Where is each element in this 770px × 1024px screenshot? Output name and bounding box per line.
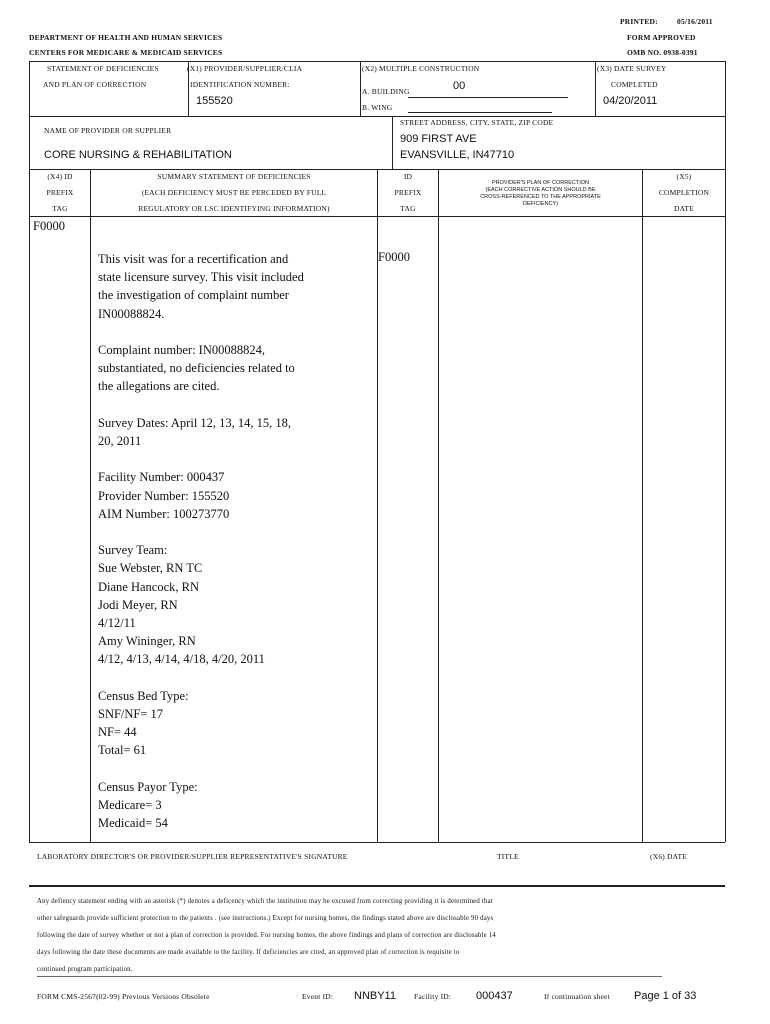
printed-date: 05/16/2011 <box>677 17 713 26</box>
plan-header <box>439 180 642 208</box>
building-label: A. BUILDING <box>362 87 410 96</box>
paragraph-census-bed: Census Bed Type: SNF/NF= 17 NF= 44 Total= 61 <box>98 688 189 758</box>
x4-header-1: (X4) ID <box>47 172 73 181</box>
paragraph-census-payor: Census Payor Type: Medicare= 3 Medicaid= 54 <box>98 779 198 831</box>
survey-date-value: 04/20/2011 <box>603 95 658 107</box>
footnote-rule <box>37 976 662 977</box>
facility-id-label: Facility ID: <box>414 992 452 1001</box>
summary-header-3: REGULATORY OR LSC IDENTIFYING INFORMATION) <box>138 204 330 213</box>
plan-header-2: (EACH CORRECTIVE ACTION SHOULD BE <box>485 187 596 193</box>
x1-label: (X1) PROVIDER/SUPPLIER/CLIA <box>187 64 303 73</box>
x2-label: (X2) MULTIPLE CONSTRUCTION <box>362 64 480 73</box>
paragraph-complaint: Complaint number: IN00088824, substantiated, no deficiencies related to the allegations are cited. <box>98 343 295 394</box>
paragraph-facility-numbers: Facility Number: 000437 Provider Number: 155520 AIM Number: 100273770 <box>98 470 230 521</box>
footnote-line-3: following the date of survey whether or not a plan of correction is provided. For nursing homes, the above findings and plans of correction are disclosable 14 <box>37 932 496 939</box>
facility-id-value: 000437 <box>476 990 513 1002</box>
plan-header-3: CROSS-REFERENCED TO THE APPROPRIATE <box>480 194 601 200</box>
divider-provider <box>392 116 393 169</box>
printed-label: PRINTED: <box>620 17 658 26</box>
id-header-3: TAG <box>400 204 416 213</box>
provider-id-value: 155520 <box>196 95 233 107</box>
form-number: FORM CMS-2567(02-99) Previous Versions Obsolete <box>37 992 210 1001</box>
address-line-1: 909 FIRST AVE <box>400 133 477 145</box>
wing-label: B. WING <box>362 103 393 112</box>
grid-top-line <box>29 61 725 62</box>
footnote-line-2: other safeguards provide sufficient protection to the patients . (see instructions.) Except for nursing homes, the findings stated above are disclosable 90 days <box>37 915 494 922</box>
x3-label: (X3) DATE SURVEY <box>597 64 667 73</box>
footnote <box>37 893 717 978</box>
title-label: TITLE <box>497 852 519 861</box>
summary-header-1: SUMMARY STATEMENT OF DEFICIENCIES <box>157 172 311 181</box>
right-tag: F0000 <box>378 250 410 264</box>
x4-header-2: PREFIX <box>46 188 74 197</box>
x5-header-1: (X5) <box>676 172 692 181</box>
divider-x2 <box>360 61 361 116</box>
wing-underline <box>408 112 552 113</box>
divider-x3 <box>595 61 596 116</box>
address-label: STREET ADDRESS, CITY, STATE, ZIP CODE <box>400 118 554 127</box>
footnote-line-5: continued program participation. <box>37 966 133 973</box>
continuation-label: If continuation sheet <box>544 992 610 1001</box>
signature-bottom-line <box>29 885 725 887</box>
footnote-line-4: days following the date these documents are made available to the facility. If deficiencies are cited, an approved plan of correction is requisite to <box>37 949 460 956</box>
x3-label-2: COMPLETED <box>611 80 658 89</box>
divider-col-3 <box>438 169 439 842</box>
event-id-value: NNBY11 <box>354 990 396 1002</box>
plan-header-1: PROVIDER'S PLAN OF CORRECTION <box>491 180 589 186</box>
divider-col-1 <box>90 169 91 842</box>
building-underline <box>408 97 568 98</box>
page-number: Page 1 of 33 <box>634 990 697 1002</box>
deficiency-statement <box>98 250 373 851</box>
provider-name-label: NAME OF PROVIDER OR SUPPLIER <box>44 126 172 135</box>
footnote-line-1: Any defiency statement ending with an asterisk (*) denotes a deficency which the institution may be excused from correcting providing it is determined that <box>37 898 493 905</box>
event-id-label: Event ID: <box>302 992 334 1001</box>
address-line-2: EVANSVILLE, IN47710 <box>400 149 515 161</box>
summary-header-2: (EACH DEFICIENCY MUST BE PERCEDED BY FULL <box>141 188 327 197</box>
grid-line-2 <box>29 116 725 117</box>
omb-number: OMB NO. 0938-0391 <box>627 48 698 57</box>
statement-label-1: STATEMENT OF DEFICIENCIES <box>47 64 159 73</box>
x5-header-3: DATE <box>674 204 694 213</box>
paragraph-survey-team: Survey Team: Sue Webster, RN TC Diane Hancock, RN Jodi Meyer, RN 4/12/11 Amy Wininger, RN 4/12, 4/13, 4/14, 4/18, 4/20, 2011 <box>98 543 265 667</box>
x5-header-2: COMPLETION <box>658 188 710 197</box>
divider-col-2 <box>377 169 378 842</box>
paragraph-survey-dates: Survey Dates: April 12, 13, 14, 15, 18, 20, 2011 <box>98 415 292 448</box>
x1-label-2: IDENTIFICATION NUMBER: <box>190 80 290 89</box>
id-header-2: PREFIX <box>394 188 422 197</box>
signature-label: LABORATORY DIRECTOR'S OR PROVIDER/SUPPLIER REPRESENTATIVE'S SIGNATURE <box>37 852 348 861</box>
left-tag: F0000 <box>33 219 65 233</box>
form-status: FORM APPROVED <box>627 33 696 42</box>
provider-name-value: CORE NURSING & REHABILITATION <box>44 149 232 161</box>
x6-date-label: (X6) DATE <box>650 852 688 861</box>
centers-name: CENTERS FOR MEDICARE & MEDICAID SERVICES <box>29 48 223 57</box>
department-name: DEPARTMENT OF HEALTH AND HUMAN SERVICES <box>29 33 223 42</box>
divider-col-4 <box>642 169 643 842</box>
grid-right-border <box>725 61 726 842</box>
building-value: 00 <box>453 80 466 92</box>
paragraph-visit: This visit was for a recertification and state licensure survey. This visit included the investigation of complaint number IN00088824. <box>98 252 304 321</box>
x4-header-3: TAG <box>52 204 68 213</box>
id-header-1: ID <box>403 172 413 181</box>
statement-label-2: AND PLAN OF CORRECTION <box>43 80 147 89</box>
plan-header-4: DEFICIENCY) <box>522 201 559 207</box>
